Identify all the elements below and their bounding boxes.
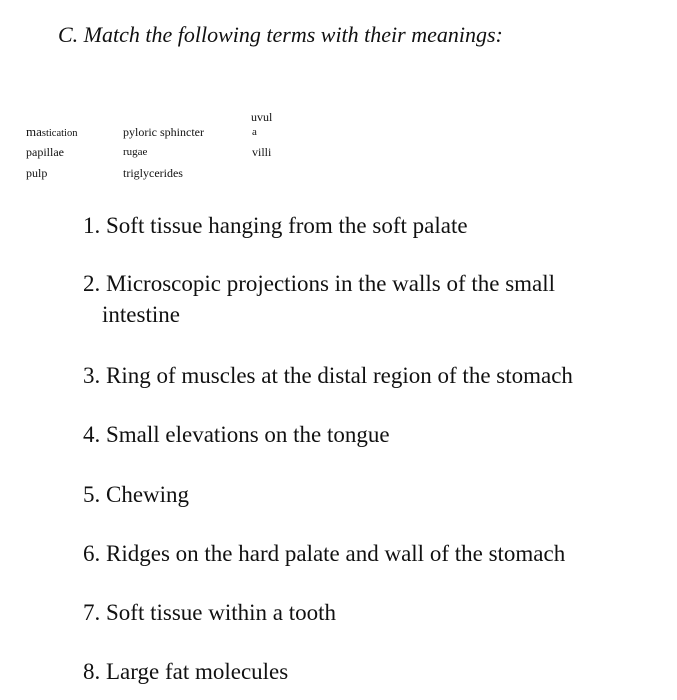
definition-item <box>83 268 653 330</box>
definition-item: 4. Small elevations on the tongue <box>83 422 390 447</box>
term-rugae: rugae <box>123 146 148 158</box>
definition-item: 5. Chewing <box>83 482 190 507</box>
term-mastication <box>26 125 77 141</box>
term-uvula-part1: uvul <box>251 110 273 124</box>
term-villi: villi <box>252 145 272 159</box>
term-papillae: papillae <box>26 145 64 159</box>
term-mastication-prefix: ma <box>26 124 42 139</box>
term-pulp: pulp <box>26 166 48 180</box>
definition-line-continued: intestine <box>102 302 180 327</box>
definition-item: 3. Ring of muscles at the distal region of the stomach <box>83 363 573 388</box>
term-uvula-part2: a <box>252 126 257 138</box>
definition-line: 2. Microscopic projections in the walls of the small <box>83 271 556 296</box>
section-heading: C. Match the following terms with their meanings: <box>58 22 503 47</box>
term-pyloric-sphincter: pyloric sphincter <box>123 125 204 139</box>
term-triglycerides: triglycerides <box>123 166 183 180</box>
definition-item: 1. Soft tissue hanging from the soft palate <box>83 213 468 238</box>
term-mastication-rest: stication <box>41 128 78 139</box>
definition-item: 8. Large fat molecules <box>83 659 289 684</box>
definition-item: 7. Soft tissue within a tooth <box>83 600 336 625</box>
definition-item: 6. Ridges on the hard palate and wall of the stomach <box>83 541 566 566</box>
